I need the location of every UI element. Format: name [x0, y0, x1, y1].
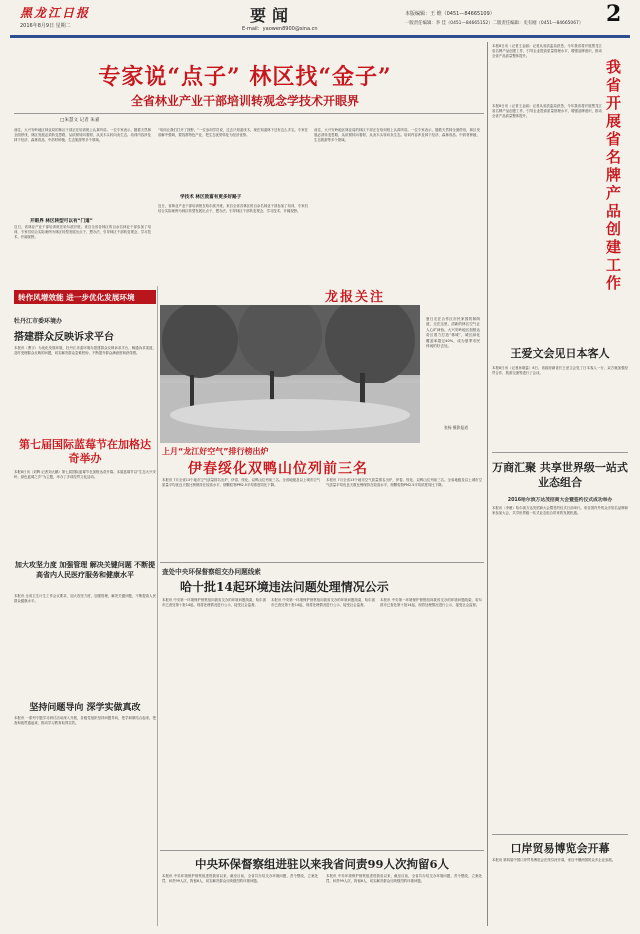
chk-title: 哈十批14起环境违法问题处理情况公示	[180, 580, 389, 594]
aq-body-col2: 本报讯 7月全省13个地市空气质量排名出炉，伊春、绥化、双鸭山位列前三名。全省地级及以上城市空气质量平均优良天数比例保持在较高水平，细颗粒物PM2.5平均浓度同比下降。	[326, 478, 482, 487]
lead-byline: □朱慧文 记者 朱嘉	[60, 118, 100, 123]
right-a1-body-top: 本报8日讯（记者王金丽）记者从省质监局获悉，今年我省将开展黑龙江省名牌产品创建工作，引导企业提高质量管理水平，增强品牌意识，推动全省产品质量整体提升。	[492, 44, 602, 58]
phone-line: 一版责任编辑：李 佳（0451—84665152）二版责任编辑：史有刚（0451—84665067）	[405, 21, 584, 26]
lead-body-col3: 前往，大兴安岭地区林业局的林区干部正在培训班上认真听讲。一位专家表示，随着天然林全面停伐，林区发展必须转变思路，从砍树转向看树，从卖木头转向卖生态。培训内容涉及林下经济、森林食品、中药材种植、生态旅游等多个领域。	[314, 128, 480, 142]
left-a1-kicker: 牡丹江市委环境办	[14, 318, 63, 325]
editor-line: 本版编辑：王 维（0451—84665109）	[405, 11, 495, 17]
chk-body-col2: 本报讯 中央第一环境保护督察组向我省交办的环境问题线索，哈尔滨市已查处第十批14起，现将处理情况进行公示，接受社会监督。	[271, 598, 375, 607]
chk-body-col3: 本报讯 中央第一环境保护督察组向我省交办的环境问题线索，哈尔滨市已查处第十批14起，现将处理情况进行公示，接受社会监督。	[380, 598, 482, 607]
focus-banner-label: 龙报关注	[324, 290, 385, 305]
center-rule-2	[160, 850, 484, 851]
center-rule-1	[160, 562, 484, 563]
env-title: 中央环保督察组进驻以来我省问责99人次拘留6人	[194, 857, 449, 871]
aq-body-col1: 本报讯 7月全省13个地市空气质量排名出炉，伊春、绥化、双鸭山位列前三名。全省地级及以上城市空气质量平均优良天数比例保持在较高水平，细颗粒物PM2.5平均浓度同比下降。	[162, 478, 320, 487]
photo-caption: 夏日走在合作区市民家园的林荫道，走在这里，清新的林区空气让人心旷神怡。大兴安岭地区加格达奇区着力打造“林城”，城区绿化覆盖率超过40%，成为夏季市民休闲的好去处。	[426, 317, 480, 349]
right-a4-body: 本报讯 第四届中国口岸贸易博览会在绥芬河开幕，来自中俄两国的众多企业参展。	[492, 858, 616, 862]
env-body-col1: 本报讯 中央环境保护督察组进驻我省以来，截至目前，全省共办结交办环境问题，责令整改，立案处罚，问责99人次，拘留6人，切实解决群众反映强烈的环境问题。	[162, 874, 318, 883]
left-bar-label: 转作风增效能 进一步优化发展环境	[18, 293, 135, 302]
page-number: 2	[606, 1, 622, 27]
left-a1-title: 搭建群众反映诉求平台	[14, 332, 114, 343]
park-photo-scene	[160, 305, 420, 443]
chk-body-col1: 本报讯 中央第一环境保护督察组向我省交办的环境问题线索，哈尔滨市已查处第十批14起，现将处理情况进行公示，接受社会监督。	[162, 598, 266, 607]
photo-credit: 张杨 摄影报道	[444, 425, 468, 430]
right-rule-1	[492, 452, 628, 453]
focus-banner	[300, 286, 410, 304]
paper-name: 黑龙江日报	[20, 6, 91, 20]
right-a2-body: 本报8日讯（记者孙晓雷）8日，省政府副省长王爱文会见了日本客人一行，双方就加强经贸合作、旅游交流等进行了会谈。	[492, 366, 628, 375]
right-a1-title: 我省开展省名牌产品创建工作	[606, 58, 622, 292]
chk-kicker: 查处中央环保督察组交办问题线索	[162, 568, 261, 576]
env-body-col2: 本报讯 中央环境保护督察组进驻我省以来，截至目前，全省共办结交办环境问题，责令整改，立案处罚，问责99人次，拘留6人，切实解决群众反映强烈的环境问题。	[326, 874, 482, 883]
lead-headline: 专家说“点子” 林区找“金子”	[98, 64, 392, 90]
lead-divider	[14, 113, 484, 114]
right-a3-title: 万商汇聚 共享世界级一站式业态组合	[492, 461, 628, 489]
lead-body-col2: “培训让我们打开了视野。”一位参训学员说，过去只知道伐木，现在知道林下还有这么多宝。专家在讲解中强调，要找准特色产业，把生态优势转化为经济优势。	[158, 128, 308, 137]
lead-sub1: 开眼界 林区转型可以有“门道”	[30, 219, 93, 224]
left-a4-title: 坚持问题导向 深学实做真改	[29, 703, 141, 713]
right-divider	[487, 42, 488, 926]
right-a4-title: 口岸贸易博览会开幕	[510, 842, 610, 855]
photo-caption-box	[424, 305, 482, 443]
left-section-bar	[14, 290, 156, 304]
left-divider	[157, 286, 158, 926]
right-a1-body: 本报8日讯（记者王金丽）记者从省质监局获悉，今年我省将开展黑龙江省名牌产品创建工作，引导企业提高质量管理水平，增强品牌意识，推动全省产品质量整体提升。	[492, 104, 602, 118]
right-a3-sub: 2016哈尔滨万达茂招商大会暨签约仪式成功举办	[507, 498, 613, 503]
aq-kicker: 上月“龙江好空气”排行榜出炉	[162, 447, 269, 456]
aq-title: 伊春绥化双鸭山位列前三名	[188, 461, 368, 477]
left-a2-body: 本报8日讯（刘辉 记者刘大鹏）第七届国际蓝莓节在加格达奇开幕。本届蓝莓节以“生态大兴安岭、绿色蓝莓之乡”为主题，举办了多项经贸文化活动。	[14, 470, 156, 479]
left-a3-title: 加大攻坚力度 加强管理 解决关键问题 不断提高省内人民医疗服务和健康水平	[14, 560, 156, 579]
masthead-rule	[10, 35, 630, 38]
section-title: 要闻	[250, 6, 295, 25]
lead-subheadline: 全省林业产业干部培训转观念学技术开眼界	[130, 94, 359, 108]
left-a1-body: 本报讯（曹宇）为优化发展环境，牡丹江市委环境办搭建群众反映诉求平台，畅通诉求渠道，及时受理群众反映的问题，切实解决群众急难愁盼，不断提升群众满意度和获得感。	[14, 346, 156, 355]
lead-body-col1: 前往，大兴安岭地区林业局的林区干部正在培训班上认真听讲。一位专家表示，随着天然林全面停伐，林区发展必须转变思路，从砍树转向看树，从卖木头转向卖生态。培训内容涉及林下经济、森林食品、中药材种植、生态旅游等多个领域。	[14, 128, 151, 142]
date-line: 2016年8月9日 星期二	[20, 23, 71, 29]
lead-body-col2b: 近日，省林业产业干部培训班在哈尔滨开班。来自全省各林区的百余名林业干部参加了培训，专家们结合实际案例为林区转型发展出点子、想办法，引导林区干部转变观念、学习技术、开阔视野。	[158, 204, 308, 213]
lead-sub2: 学技术 林区致富有更多好路子	[180, 195, 242, 200]
lead-body-col1b: 近日，省林业产业干部培训班在哈尔滨开班。来自全省各林区的百余名林业干部参加了培训，专家们结合实际案例为林区转型发展出点子、想办法，引导林区干部转变观念、学习技术、开阔视野。	[14, 225, 151, 239]
right-a3-body: 本报讯（李薇）哈尔滨万达茂招商大会暨签约仪式日前举行。来自国内外的众多知名品牌商家参加大会，共享世界级一站式业态组合带来的发展机遇。	[492, 506, 628, 515]
email: E-mail：yaowen8900@sina.cn	[242, 26, 318, 32]
right-a2-title: 王爱文会见日本客人	[510, 347, 610, 360]
left-a4-body: 本报讯 一系列专题学习研讨活动深入开展，各级党组织坚持问题导向，把学和做结合起来，把查和改贯通起来，推动学习教育取得实效。	[14, 716, 156, 725]
left-a2-title: 第七届国际蓝莓节在加格达奇举办	[19, 438, 151, 465]
right-rule-2	[492, 834, 628, 835]
masthead	[10, 3, 630, 35]
park-photo	[160, 305, 420, 443]
left-a3-body: 本报讯 全省卫生计生工作会议要求，加大攻坚力度，加强管理，解决关键问题，不断提高人民群众健康水平。	[14, 594, 156, 603]
